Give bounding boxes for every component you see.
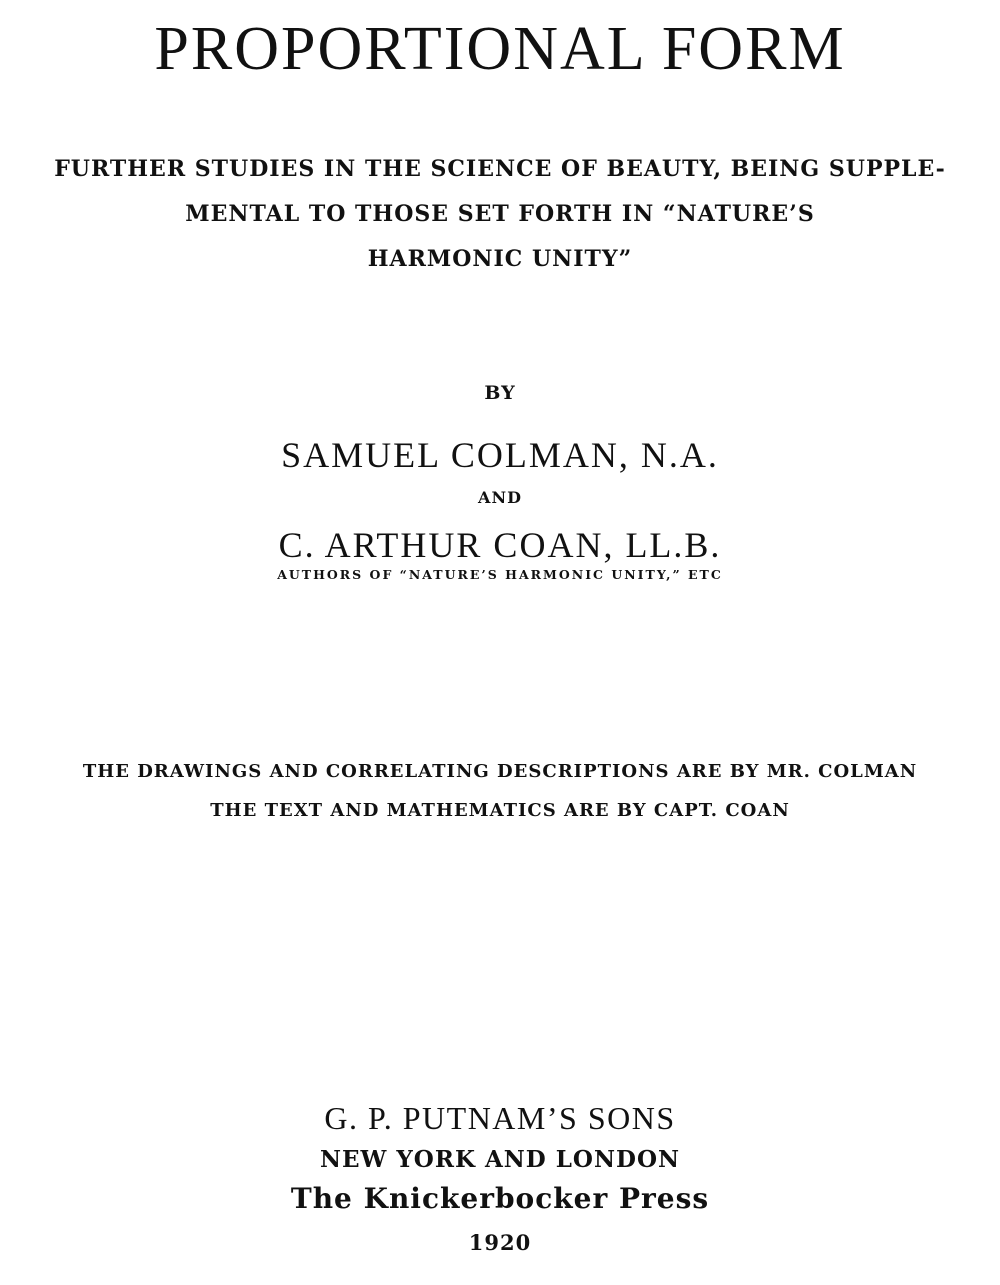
credits-line-2: THE TEXT AND MATHEMATICS ARE BY CAPT. COAN [210, 800, 790, 821]
subtitle-line-2: MENTAL TO THOSE SET FORTH IN “NATURE’S [185, 201, 815, 227]
subtitle-line-1: FURTHER STUDIES IN THE SCIENCE OF BEAUTY, BEING SUPPLE- [54, 156, 946, 182]
credits-line-1: THE DRAWINGS AND CORRELATING DESCRIPTIONS ARE BY MR. COLMAN [82, 761, 918, 782]
publisher-cities: NEW YORK AND LONDON [319, 1146, 680, 1173]
subtitle-line-3: HARMONIC UNITY” [367, 246, 633, 272]
publication-year: 1920 [468, 1230, 532, 1255]
by-label: BY [484, 382, 516, 404]
and-label: AND [478, 488, 522, 507]
publisher-name: G. P. PUTNAM’S SONS [324, 1100, 676, 1136]
book-title: PROPORTIONAL FORM [154, 15, 846, 83]
author-name-2: C. ARTHUR COAN, LL.B. [278, 525, 722, 565]
author-credentials: AUTHORS OF “NATURE’S HARMONIC UNITY,” ETC [277, 567, 723, 582]
author-name-1: SAMUEL COLMAN, N.A. [281, 435, 719, 475]
press-name: The Knickerbocker Press [290, 1182, 710, 1215]
